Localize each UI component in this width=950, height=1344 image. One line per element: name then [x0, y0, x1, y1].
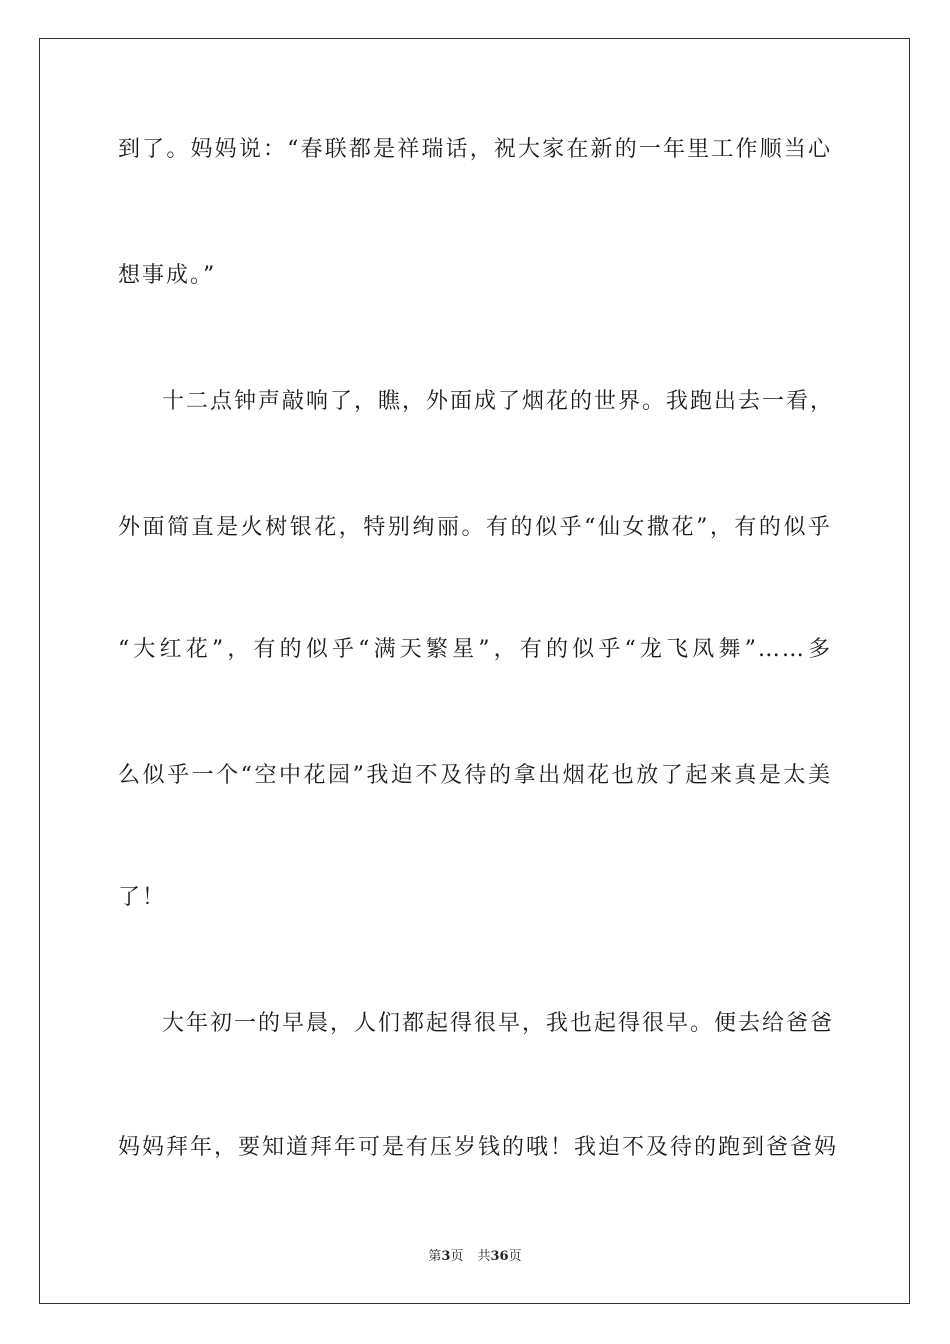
- total-suffix: 页: [508, 1249, 522, 1264]
- body-line-1: 到了。妈妈说：“春联都是祥瑞话，祝大家在新的一年里工作顺当心: [118, 137, 832, 162]
- body-line-2: 想事成。”: [118, 263, 217, 288]
- body-line-8: 大年初一的早晨，人们都起得很早，我也起得很早。便去给爸爸: [162, 1011, 835, 1036]
- body-line-5: “大红花”，有的似乎“满天繁星”，有的似乎“龙飞凤舞”……多: [118, 637, 832, 662]
- body-line-7: 了！: [118, 885, 167, 910]
- page-prefix: 第: [428, 1249, 442, 1264]
- total-prefix: 共: [477, 1249, 491, 1264]
- body-line-3: 十二点钟声敲响了，瞧，外面成了烟花的世界。我跑出去一看，: [162, 389, 835, 414]
- page-number: 3: [441, 1249, 451, 1264]
- page-suffix: 页: [450, 1249, 464, 1264]
- body-line-4: 外面简直是火树银花，特别绚丽。有的似乎“仙女撒花”，有的似乎: [118, 515, 832, 540]
- body-line-9: 妈妈拜年，要知道拜年可是有压岁钱的哦！我迫不及待的跑到爸爸妈: [118, 1135, 839, 1160]
- total-pages: 36: [490, 1249, 509, 1264]
- page-footer: [0, 1248, 950, 1266]
- page-border: [39, 38, 910, 1304]
- body-line-6: 么似乎一个“空中花园”我迫不及待的拿出烟花也放了起来真是太美: [118, 763, 832, 788]
